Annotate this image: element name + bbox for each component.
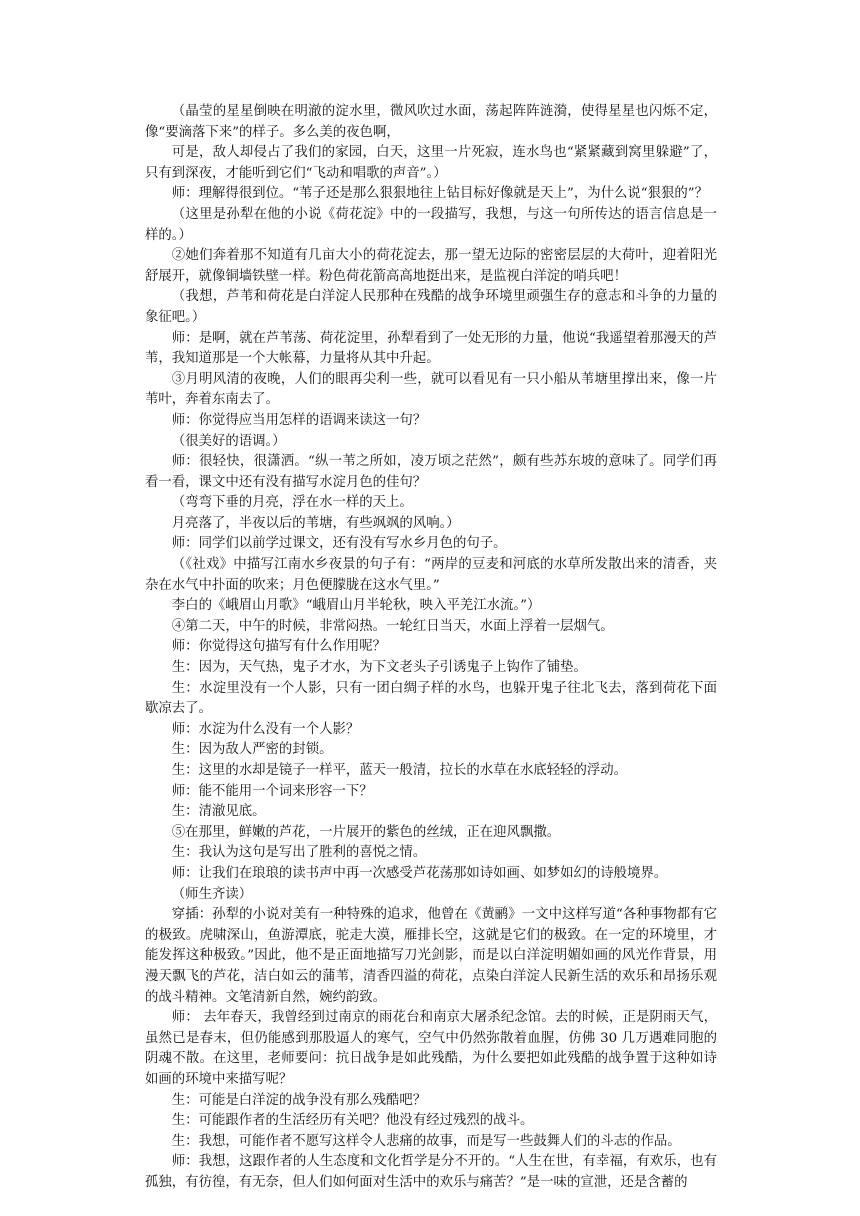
paragraph: 师：你觉得这句描写有什么作用呢？	[171, 639, 387, 655]
paragraph: 生：我认为这句是写出了胜利的喜悦之情。	[171, 845, 427, 861]
paragraph: 生：这里的水却是镜子一样平，蓝天一般清，拉长的水草在水底轻轻的浮动。	[171, 763, 628, 778]
paragraph: ⑤在那里，鲜嫩的芦花，一片展开的紫色的丝绒，正在迎风飘撒。	[171, 824, 561, 840]
paragraph: （我想，芦苇和荷花是白洋淀人民那种在残酷的战争环境里顽强生存的意志和斗争的力量的象征吧。）	[145, 289, 717, 325]
paragraph: 师：水淀为什么没有一个人影？	[171, 721, 360, 737]
paragraph: 生：可能是白洋淀的战争没有那么残酷吧？	[171, 1092, 427, 1108]
paragraph: 师：你觉得应当用怎样的语调来读这一句？	[171, 412, 427, 428]
paragraph: （很美好的语调。）	[171, 433, 286, 449]
document-body	[145, 102, 717, 1193]
paragraph: 生：清澈见底。	[171, 804, 266, 820]
paragraph: （晶莹的星星倒映在明澈的淀水里，微风吹过水面，荡起阵阵涟漪，使得星星也闪烁不定，像“要滴落下来”的样子。多么美的夜色啊，	[145, 104, 717, 140]
paragraph: 师： 去年春天，我曾经到过南京的雨花台和南京大屠杀纪念馆。去的时候，正是阴雨天气，虽然已是春末，但仍能感到那股逼人的寒气，空气中仍然弥散着血腥，仿佛 30 几万遇难同胞的阴魂不散。在这里，老师要问：抗日战争是如此残酷，为什么要把如此残酷的战争置于这种如诗如画的环境中来描写呢？	[145, 1010, 717, 1087]
paragraph: 师：同学们以前学过课文，还有没有写水乡月色的句子。	[171, 536, 507, 552]
paragraph: 师：让我们在琅琅的读书声中再一次感受芦花荡那如诗如画、如梦如幻的诗般境界。	[171, 865, 668, 881]
paragraph: （这里是孙犁在他的小说《荷花淀》中的一段描写，我想，与这一句所传达的语言信息是一样的。）	[145, 206, 717, 243]
paragraph: 月亮落了，半夜以后的苇塘，有些飒飒的风响。）	[171, 515, 460, 531]
paragraph: 生：我想，可能作者不愿写这样令人悲痛的故事，而是写一些鼓舞人们的斗志的作品。	[171, 1133, 681, 1149]
paragraph: 师：我想，这跟作者的人生态度和文化哲学是分不开的。“人生在世，有幸福，有欢乐，也有孤独，有彷徨，有无奈，但人们如何面对生活中的欢乐与痛苦？”是一味的宣泄，还是含蓄的	[145, 1154, 717, 1190]
paragraph: （弯弯下垂的月亮，浮在水一样的天上。	[171, 495, 413, 511]
paragraph: 李白的《峨眉山月歌》“峨眉山月半轮秋，映入平羌江水流。”）	[171, 598, 541, 614]
paragraph: 师：理解得很到位。“苇子还是那么狠狠地往上钻目标好像就是天上”，为什么说“狠狠的”？	[171, 186, 709, 202]
paragraph: ②她们奔着那不知道有几亩大小的荷花淀去，那一望无边际的密密层层的大荷叶，迎着阳光舒展开，就像铜墙铁壁一样。粉色荷花箭高高地挺出来，是监视白洋淀的哨兵吧！	[145, 248, 717, 284]
paragraph: 生：可能跟作者的生活经历有关吧？他没有经过残烈的战斗。	[171, 1113, 534, 1129]
paragraph: ④第二天，中午的时候，非常闷热。一轮红日当天，水面上浮着一层烟气。	[171, 618, 614, 634]
paragraph: 生：因为，天气热，鬼子才水，为下文老头子引诱鬼子上钩作了铺垫。	[171, 660, 587, 676]
paragraph: （《社戏》中描写江南水乡夜景的句子有：“两岸的豆麦和河底的水草所发散出来的清香，夹杂在水气中扑面的吹来；月色便朦胧在这水气里。”	[145, 557, 717, 593]
paragraph: 师：是啊，就在芦苇荡、荷花淀里，孙犁看到了一处无形的力量，他说“我遥望着那漫天的芦苇，我知道那是一个大帐幕，力量将从其中升起。	[145, 330, 717, 367]
paragraph: （师生齐读）	[171, 886, 253, 902]
paragraph: 师：能不能用一个词来形容一下？	[171, 783, 373, 799]
paragraph: ③月明风清的夜晚，人们的眼再尖利一些，就可以看见有一只小船从苇塘里撑出来，像一片苇叶，奔着东南去了。	[145, 371, 717, 408]
paragraph: 穿插：孙犁的小说对美有一种特殊的追求，他曾在《黄鹂》一文中这样写道“各种事物都有它的极致。虎啸深山，鱼游潭底，驼走大漠，雁排长空，这就是它们的极致。在一定的环境里，才能发挥这种极致。”因此，他不是正面地描写刀光剑影，而是以白洋淀明媚如画的风光作背景，用漫天飘飞的芦花，洁白如云的蒲苇，清香四溢的荷花，点染白洋淀人民新生活的欢乐和昂扬乐观的战斗精神。文笔清新自然，婉约韵致。	[145, 907, 717, 1005]
paragraph: 生：因为敌人严密的封锁。	[171, 742, 333, 758]
paragraph: 师：很轻快，很潇洒。“纵一苇之所如，凌万顷之茫然”，颇有些苏东坡的意味了。同学们再看一看，课文中还有没有描写水淀月色的佳句？	[145, 454, 717, 490]
paragraph: 生：水淀里没有一个人影，只有一团白绸子样的水鸟，也躲开鬼子往北飞去，落到荷花下面歇凉去了。	[145, 680, 717, 717]
paragraph: 可是，敌人却侵占了我们的家园，白天，这里一片死寂，连水鸟也“紧紧藏到窝里躲避”了，只有到深夜，才能听到它们“飞动和唱歌的声音”。）	[145, 145, 717, 181]
